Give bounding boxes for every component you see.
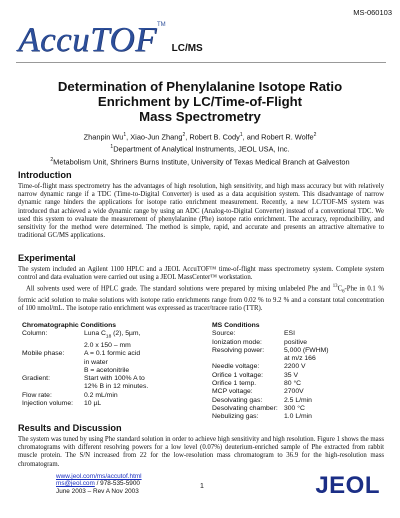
author-name: , and Robert R. Wolfe — [242, 132, 314, 142]
condition-row — [212, 380, 329, 388]
condition-row — [22, 342, 148, 350]
ms-heading: MS Conditions — [212, 322, 260, 329]
condition-label: Injection volume: — [22, 400, 74, 408]
condition-value: 0.2 mL/min — [84, 391, 118, 399]
condition-value: B = acetonitrile — [84, 366, 130, 374]
condition-row — [212, 405, 329, 413]
condition-row — [22, 383, 148, 391]
condition-value: 10 µL — [84, 400, 102, 408]
condition-row — [212, 355, 329, 363]
condition-value: 2.5 L/min — [284, 396, 312, 404]
condition-label: Orifice 1 voltage: — [212, 371, 263, 379]
condition-row — [22, 350, 148, 358]
logo-trademark: TM — [156, 22, 166, 28]
text-run: (2), 5µm, — [111, 330, 141, 338]
page-title — [0, 79, 400, 124]
condition-label: Desolvating chamber: — [212, 404, 278, 412]
affiliation-text: Metabolism Unit, Shriners Burns Institute, University of Texas Medical Branch at Galveston — [53, 157, 350, 167]
condition-label: Needle voltage: — [212, 363, 260, 371]
condition-row — [22, 375, 148, 383]
title-line-2: Enrichment by LC/Time-of-Flight — [97, 94, 303, 109]
subscript: 6 — [342, 289, 345, 295]
condition-row — [212, 330, 329, 338]
header-rule — [16, 62, 386, 63]
logo-wordmark: AccuTOF — [18, 20, 157, 59]
author-name: Zhanpin Wu — [83, 132, 124, 142]
condition-row — [212, 397, 329, 405]
text-run: All solvents used were of HPLC grade. The standard solutions were prepared by mixing unlabeled Phe and — [26, 285, 333, 293]
condition-row — [22, 392, 148, 400]
condition-value: 300 °C — [284, 404, 305, 412]
affiliation-1 — [0, 142, 400, 154]
affiliation-marker: 1 — [123, 132, 127, 138]
affiliation-marker: 2 — [182, 132, 186, 138]
condition-row — [22, 330, 148, 342]
condition-label: Orifice 1 temp. — [212, 380, 257, 388]
condition-value: ESI — [284, 330, 295, 338]
condition-row — [212, 413, 329, 421]
condition-value: Start with 100% A to — [84, 375, 145, 383]
product-suffix: LC/MS — [171, 43, 203, 54]
phone-number: / 978-535-5900 — [94, 480, 140, 488]
condition-value: at m/z 166 — [284, 355, 316, 363]
condition-value: 1.0 L/min — [284, 413, 312, 421]
title-line-3: Mass Spectrometry — [139, 109, 261, 124]
document-id: MS-060103 — [353, 8, 392, 17]
results-heading: Results and Discussion — [18, 423, 122, 433]
condition-value: 5,000 (FWHM) — [284, 346, 329, 354]
experimental-paragraph-2 — [18, 283, 384, 313]
title-line-1: Determination of Phenylalanine Isotope Ratio — [57, 79, 343, 94]
condition-label: MCP voltage: — [212, 388, 253, 396]
accutof-logo — [18, 22, 203, 58]
chromatographic-heading: Chromatographic Conditions — [22, 322, 117, 329]
condition-value — [84, 330, 140, 342]
affiliation-2 — [0, 155, 400, 167]
email-link[interactable]: ms@jeol.com — [56, 480, 95, 488]
condition-label: Desolvating gas: — [212, 396, 263, 404]
ms-conditions — [212, 322, 329, 422]
chromatographic-conditions — [22, 322, 148, 408]
condition-row — [22, 359, 148, 367]
experimental-heading: Experimental — [18, 253, 76, 263]
introduction-text: Time-of-flight mass spectrometry has the advantages of high resolution, high sensitivity, and high mass accuracy but with relatively narrow dynamic range if a TDC (Time-to-Digital Converter) is used as a data acquisition system. This disadvantage of narrow dynamic range hinders the applications for isotope ratio enrichment measurement. Recently, a new LC/TOF-MS system was introduced that achieved a wide dynamic range by using an ADC (Analog-to-Digital Converter) instead of a conventional TDC. We used this system to evaluate the measurement of phenylalanine (Phe) isotope ratio enrichment. The accuracy, reproducibility, and sensitivity for the method were determined. The method is simple, rapid, and accurate and presents an attractive alternative to traditional GC/MS applications. — [18, 183, 384, 240]
condition-row — [212, 347, 329, 355]
subscript: 18 — [105, 334, 112, 340]
condition-value: 2700V — [284, 388, 304, 396]
condition-row — [212, 388, 329, 396]
condition-label: Mobile phase: — [22, 350, 65, 358]
affiliation-marker: 2 — [313, 132, 317, 138]
experimental-paragraph-1: The system included an Agilent 1100 HPLC and a JEOL AccuTOF™ time-of-flight mass spectrometry system. Complete system control and data evaluation were carried out using a JEOL MassCenter™ workstation. — [18, 266, 384, 282]
condition-value: 2200 V — [284, 363, 306, 371]
condition-row — [212, 363, 329, 371]
condition-label: Ionization mode: — [212, 338, 262, 346]
condition-label: Flow rate: — [22, 391, 52, 399]
introduction-heading: Introduction — [18, 170, 72, 180]
condition-value: 80 °C — [284, 380, 302, 388]
author-block — [0, 130, 400, 167]
condition-row — [212, 339, 329, 347]
text-run: C — [337, 285, 343, 293]
condition-row — [22, 367, 148, 375]
affiliation-marker: 2 — [50, 156, 54, 163]
isotope-superscript: 13 — [332, 284, 338, 289]
author-name: , Robert B. Cody — [185, 132, 240, 142]
condition-label: Source: — [212, 330, 236, 338]
results-text: The system was tuned by using Phe standard solution in order to achieve high sensitivity and high resolution. Figure 1 shows the mass chromatograms with different resolving powers for a low level (0.07%) deuterium-enriched sample of Phe extracted from rabbit muscle protein. The S/N increased from 22 for the low-resolution mass chromatogram to 36.9 for the high-resolution mass chromatogram. — [18, 436, 384, 468]
condition-value: 12% B in 12 minutes. — [84, 383, 149, 391]
text-run: Luna C — [84, 330, 106, 338]
condition-label — [212, 355, 284, 363]
website-link[interactable]: www.jeol.com/ms/accutof.html — [56, 473, 142, 480]
condition-value: 35 V — [284, 371, 298, 379]
condition-value: A = 0.1 formic acid — [84, 350, 141, 358]
text-run: -Phe in 0.1 % formic acid solution to make solutions with isotope ratio enrichments range from 0.02 % to 9.2 % and a constant total concentration of 100 nmol/mL. The isotope ratio enrichment was expressed as tracer/tracee ratio (TTR). — [18, 285, 384, 313]
condition-label: Gradient: — [22, 375, 50, 383]
condition-value: positive — [284, 338, 308, 346]
condition-label: Resolving power: — [212, 346, 265, 354]
condition-label: Nebulizing gas: — [212, 413, 259, 421]
affiliation-marker: 1 — [110, 144, 114, 151]
affiliation-text: Department of Analytical Instruments, JEOL USA, Inc. — [113, 144, 290, 154]
condition-value: 2.0 x 150 – mm — [84, 341, 131, 349]
revision-date: June 2003 – Rev A Nov 2003 — [56, 487, 139, 495]
condition-row — [212, 372, 329, 380]
condition-value: in water — [84, 358, 108, 366]
page-number: 1 — [200, 483, 204, 490]
jeol-logo: JEOL — [315, 472, 380, 499]
condition-label: Column: — [22, 330, 48, 338]
condition-row — [22, 400, 148, 408]
footer-contact — [56, 473, 142, 495]
author-name: , Xiao-Jun Zhang — [126, 132, 183, 142]
affiliation-marker: 1 — [239, 132, 243, 138]
author-list — [0, 130, 400, 142]
